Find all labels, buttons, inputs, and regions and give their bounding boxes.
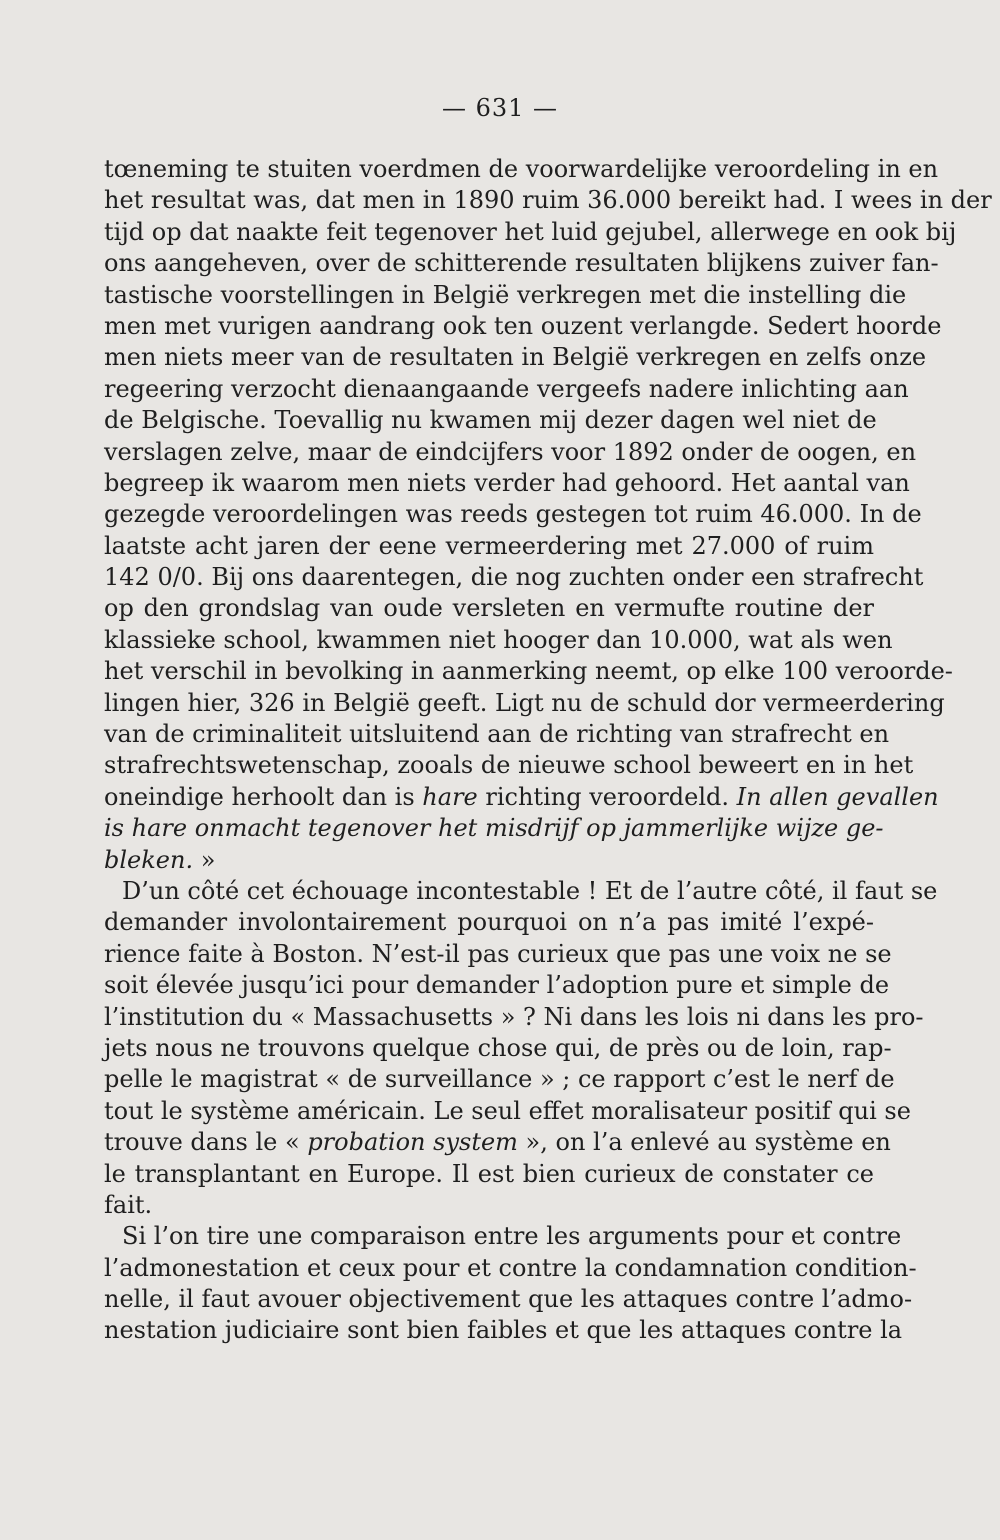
italic-text: probation system [307,1128,518,1157]
text-line [104,907,874,938]
text-span: verslagen zelve, maar de eindcijfers voor 1892 onder de oogen, en [104,437,917,466]
text-line [104,625,893,656]
text-line [104,1064,895,1095]
text-line [104,1033,892,1064]
text-line [104,939,892,970]
text-span: tastische voorstellingen in België verkregen met die instelling die [104,280,907,309]
page-number: — 631 — [441,94,559,122]
text-line [104,1221,902,1252]
text-line [104,1002,924,1033]
text-span: ons aangeheven, over de schitterende resultaten blijkens zuiver fan- [104,249,939,278]
text-line [104,437,917,468]
text-span: tout le système américain. Le seul effet moralisateur positif qui se [104,1096,911,1125]
text-line [104,750,914,781]
text-span: het verschil in bevolking in aanmerking neemt, op elke 100 veroorde- [104,657,953,686]
text-line [104,1190,874,1221]
text-span: pelle le magistrat « de surveillance » ; ce rapport c’est le nerf de [104,1065,895,1094]
text-span: demander involontairement pourquoi on n’a pas imité l’expé- [104,908,874,937]
text-line [104,499,922,530]
text-span: fait. [104,1190,153,1219]
text-line [104,593,874,624]
text-span: l’admonestation et ceux pour et contre la condamnation condition- [104,1253,917,1282]
text-line [104,217,957,248]
text-line [104,342,927,373]
body-text [104,154,992,1347]
italic-text: In allen gevallen [736,782,939,811]
text-span: tijd op dat naakte feit tegenover het luid gejubel, allerwege en ook bij [104,217,957,246]
text-line [104,1315,903,1346]
text-line [104,782,939,813]
text-span: », on l’a enlevé au système en [517,1128,891,1157]
italic-text: hare [422,782,478,811]
text-span: klassieke school, kwammen niet hooger dan 10.000, wat als wen [104,625,893,654]
text-span: op den grondslag van oude versleten en vermufte routine der [104,594,874,623]
text-line [104,311,942,342]
text-span: jets nous ne trouvons quelque chose qui, de près ou de loin, rap- [104,1033,892,1062]
text-span: D’un côté cet échouage incontestable ! Et de l’autre côté, il faut se [122,876,938,905]
text-span: strafrechtswetenschap, zooals de nieuwe school beweert en in het [104,751,914,780]
italic-text: bleken. [104,845,194,874]
text-span: gezegde veroordelingen was reeds gestegen tot ruim 46.000. In de [104,500,922,529]
text-line [104,374,909,405]
italic-text: is hare onmacht tegenover het misdrijf op jammerlijke wijze ge- [104,814,884,843]
text-span: de Belgische. Toevallig nu kwamen mij dezer dagen wel niet de [104,406,877,435]
text-span: men niets meer van de resultaten in België verkregen en zelfs onze [104,343,927,372]
text-span: trouve dans le « [104,1128,308,1157]
text-line [104,688,945,719]
text-line [104,562,924,593]
text-span: l’institution du « Massachusetts » ? Ni dans les lois ni dans les pro- [104,1002,924,1031]
text-line [104,468,910,499]
text-span: 142 0/0. Bij ons daarentegen, die nog zuchten onder een strafrecht [104,563,924,592]
text-span: le transplantant en Europe. Il est bien curieux de constater ce [104,1159,874,1188]
text-line [104,531,874,562]
text-span: men met vurigen aandrang ook ten ouzent verlangde. Sedert hoorde [104,311,942,340]
text-line [104,656,953,687]
text-line [104,1284,913,1315]
text-span: nestation judiciaire sont bien faibles et que les attaques contre la [104,1316,903,1345]
text-line [104,876,938,907]
text-span: tœneming te stuiten voerdmen de voorwardelijke veroordeling in en [104,155,939,183]
text-line [104,719,890,750]
text-span: Si l’on tire une comparaison entre les arguments pour et contre [122,1222,902,1251]
text-span: richting veroordeld. [477,782,737,811]
text-span: rience faite à Boston. N’est-il pas curieux que pas une voix ne se [104,939,892,968]
text-span: oneindige herhoolt dan is [104,782,423,811]
text-line [104,185,992,216]
text-line [104,154,939,185]
text-span: regeering verzocht dienaangaande vergeefs nadere inlichting aan [104,374,909,403]
text-span: nelle, il faut avouer objectivement que les attaques contre l’admo- [104,1285,913,1314]
text-span: » [193,845,216,874]
text-span: lingen hier, 326 in België geeft. Ligt nu de schuld dor vermeerdering [104,688,945,717]
text-span: van de criminaliteit uitsluitend aan de richting van strafrecht en [104,720,890,749]
text-span: laatste acht jaren der eene vermeerdering met 27.000 of ruim [104,531,874,560]
text-span: begreep ik waarom men niets verder had gehoord. Het aantal van [104,468,910,497]
text-line [104,1253,917,1284]
text-span: het resultat was, dat men in 1890 ruim 36.000 bereikt had. I wees in der [104,186,992,215]
text-line [104,813,884,844]
text-line [104,1159,874,1190]
text-line [104,845,874,876]
text-line [104,248,939,279]
text-line [104,1096,911,1127]
text-line [104,970,890,1001]
text-line [104,1127,891,1158]
text-line [104,280,907,311]
text-span: soit élevée jusqu’ici pour demander l’adoption pure et simple de [104,971,890,1000]
text-line [104,405,877,436]
